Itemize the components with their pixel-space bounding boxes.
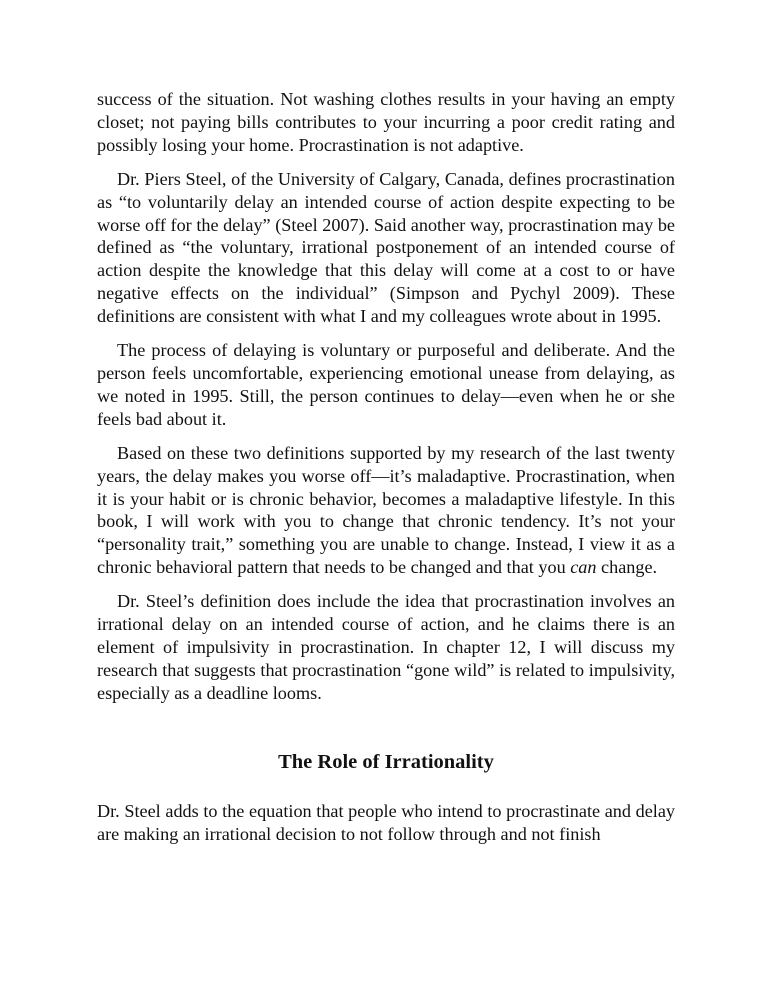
paragraph-delaying-process: The process of delaying is voluntary or purposeful and deliberate. And the person feels uncomfortable, experiencing emotional unease from delaying, as we noted in 1995. Still, the person continues to delay—even when he or she feels bad about it. (97, 340, 675, 429)
book-page (97, 88, 675, 856)
paragraph-impulsivity: Dr. Steel’s definition does include the idea that procrastination involves an irrational delay on an intended course of action, and he claims there is an element of impulsivity in procrastination. In chapter 12, I will discuss my research that suggests that procrastination “gone wild” is related to impulsivity, especially as a deadline looms. (97, 591, 675, 703)
emphasis-can: can (570, 557, 597, 578)
paragraph-continuation: success of the situation. Not washing clothes results in your having an empty closet; not paying bills contributes to your incurring a poor credit rating and possibly losing your home. Procrastination is not adaptive. (97, 89, 675, 155)
paragraph-maladaptive-end: change. (596, 557, 658, 578)
paragraph-maladaptive-text: Based on these two definitions supported by my research of the last twenty years, the delay makes you worse off—it’s maladaptive. Procrastination, when it is your habit or is chronic behavior, becomes a maladaptive lifestyle. In this book, I will work with you to change that chronic tendency. It’s not your “personality trait,” something you are unable to change. Instead, I view it as a chronic behavioral pattern that needs to be changed and that you (97, 442, 675, 578)
paragraph-maladaptive (97, 442, 675, 579)
paragraph-steel-definition: Dr. Piers Steel, of the University of Calgary, Canada, defines procrastination as “to voluntarily delay an intended course of action despite expecting to be worse off for the delay” (Steel 2007). Said another way, procrastination may be defined as “the voluntary, irrational postponement of an intended course of action despite the knowledge that this delay will come at a cost to or have negative effects on the individual” (Simpson and Pychyl 2009). These definitions are consistent with what I and my colleagues wrote about in 1995. (97, 168, 675, 327)
section-heading: The Role of Irrationality (278, 750, 494, 773)
paragraph-irrational-decision: Dr. Steel adds to the equation that people who intend to procrastinate and delay are making an irrational decision to not follow through and not finish (97, 800, 675, 844)
